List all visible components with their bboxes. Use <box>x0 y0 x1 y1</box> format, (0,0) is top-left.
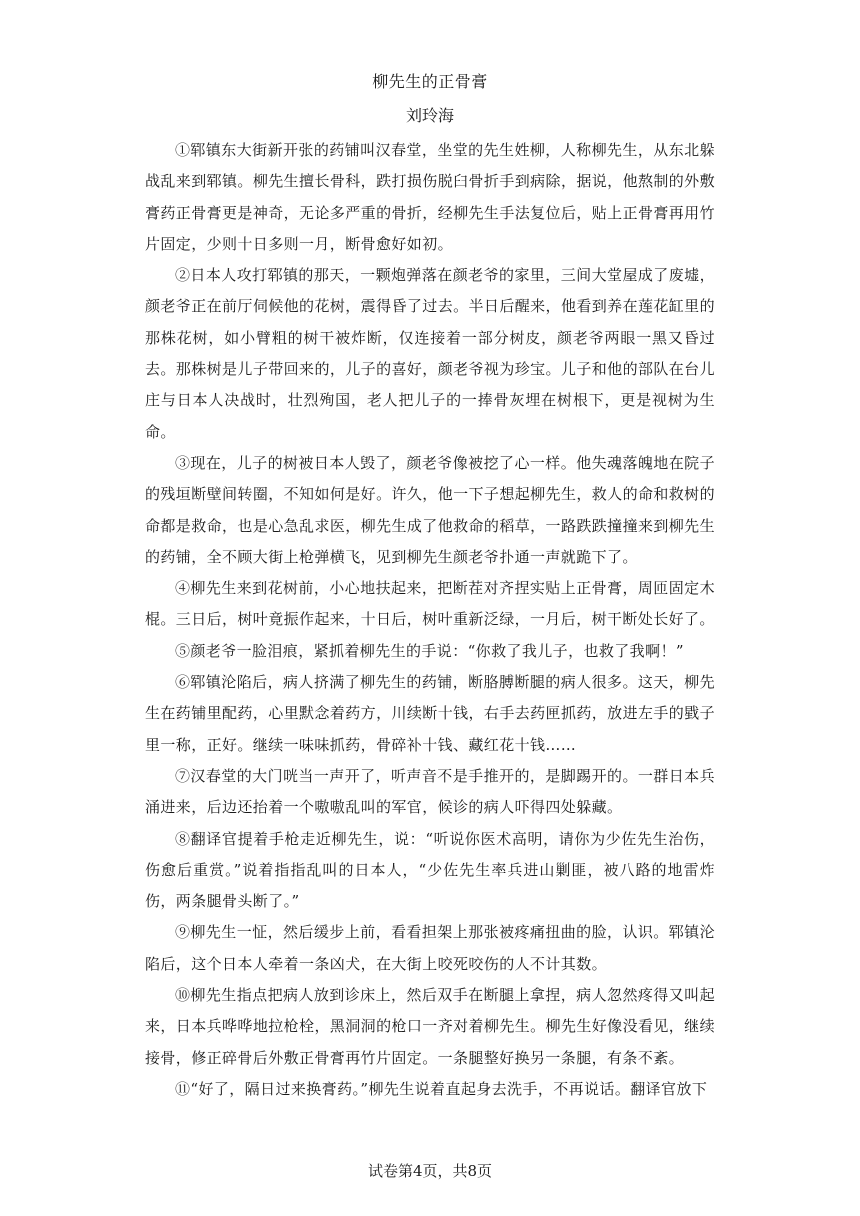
paragraph-5: ⑤颜老爷一脸泪痕，紧抓着柳先生的手说：“你救了我儿子，也救了我啊！” <box>175 641 684 660</box>
article-title: 柳先生的正骨膏 <box>372 72 488 91</box>
article-author: 刘玲海 <box>405 106 454 125</box>
paragraph-10: ⑩柳先生指点把病人放到诊床上，然后双手在断腿上拿捏，病人忽然疼得又叫起来，日本兵哗哗地拉枪栓，黑洞洞的枪口一齐对着柳先生。柳先生好像没看见，继续接骨，修正碎骨后外敷正骨膏再竹片固定。一条腿整好换另一条腿，有条不紊。 <box>145 986 715 1067</box>
paragraph-2: ②日本人攻打郓镇的那天，一颗炮弹落在颜老爷的家里，三间大堂屋成了废墟，颜老爷正在前厅伺候他的花树，震得昏了过去。半日后醒来，他看到养在莲花缸里的那株花树，如小臂粗的树干被炸断，仅连接着一部分树皮，颜老爷两眼一黑又昏过去。那株树是儿子带回来的，儿子的喜好，颜老爷视为珍宝。儿子和他的部队在台儿庄与日本人决战时，壮烈殉国，老人把儿子的一捧骨灰埋在树根下，更是视树为生命。 <box>145 266 715 441</box>
paragraph-8: ⑧翻译官提着手枪走近柳先生，说：“听说你医术高明，请你为少佐先生治伤，伤愈后重赏。”说着指指乱叫的日本人，“少佐先生率兵进山剿匪，被八路的地雷炸伤，两条腿骨头断了。” <box>145 829 715 911</box>
paragraph-1: ①郓镇东大街新开张的药铺叫汉春堂，坐堂的先生姓柳，人称柳先生，从东北躲战乱来到郓镇。柳先生擅长骨科，跌打损伤脱臼骨折手到病除，据说，他熬制的外敷膏药正骨膏更是神奇，无论多严重的骨折，经柳先生手法复位后，贴上正骨膏再用竹片固定，少则十日多则一月，断骨愈好如初。 <box>145 141 715 253</box>
paragraph-7: ⑦汉春堂的大门咣当一声开了，听声音不是手推开的，是脚踢开的。一群日本兵涌进来，后边还抬着一个嗷嗷乱叫的军官，候诊的病人吓得四处躲藏。 <box>145 766 715 817</box>
paragraph-11: ⑪“好了，隔日过来换膏药。”柳先生说着直起身去洗手，不再说话。翻译官放下 <box>175 1079 708 1098</box>
paragraph-9: ⑨柳先生一怔，然后缓步上前，看看担架上那张被疼痛扭曲的脸，认识。郓镇沦陷后，这个日本人牵着一条凶犬，在大街上咬死咬伤的人不计其数。 <box>145 923 715 973</box>
paragraph-4: ④柳先生来到花树前，小心地扶起来，把断茬对齐捏实贴上正骨膏，周匝固定木棍。三日后，树叶竟振作起来，十日后，树叶重新泛绿，一月后，树干断处长好了。 <box>145 579 715 629</box>
paragraph-6: ⑥郓镇沦陷后，病人挤满了柳先生的药铺，断胳膊断腿的病人很多。这天，柳先生在药铺里配药，心里默念着药方，川续断十钱，右手去药匣抓药，放进左手的戥子里一称，正好。继续一味味抓药，骨碎补十钱、藏红花十钱…… <box>145 673 715 754</box>
article-body <box>145 135 715 1105</box>
page-footer: 试卷第4页，共8页 <box>367 1162 493 1180</box>
paragraph-3: ③现在，儿子的树被日本人毁了，颜老爷像被挖了心一样。他失魂落魄地在院子的残垣断壁间转圈，不知如何是好。许久，他一下子想起柳先生，救人的命和救树的命都是救命，也是心急乱求医，柳先生成了他救命的稻草，一路跌跌撞撞来到柳先生的药铺，全不顾大街上枪弹横飞，见到柳先生颜老爷扑通一声就跪下了。 <box>145 453 715 566</box>
